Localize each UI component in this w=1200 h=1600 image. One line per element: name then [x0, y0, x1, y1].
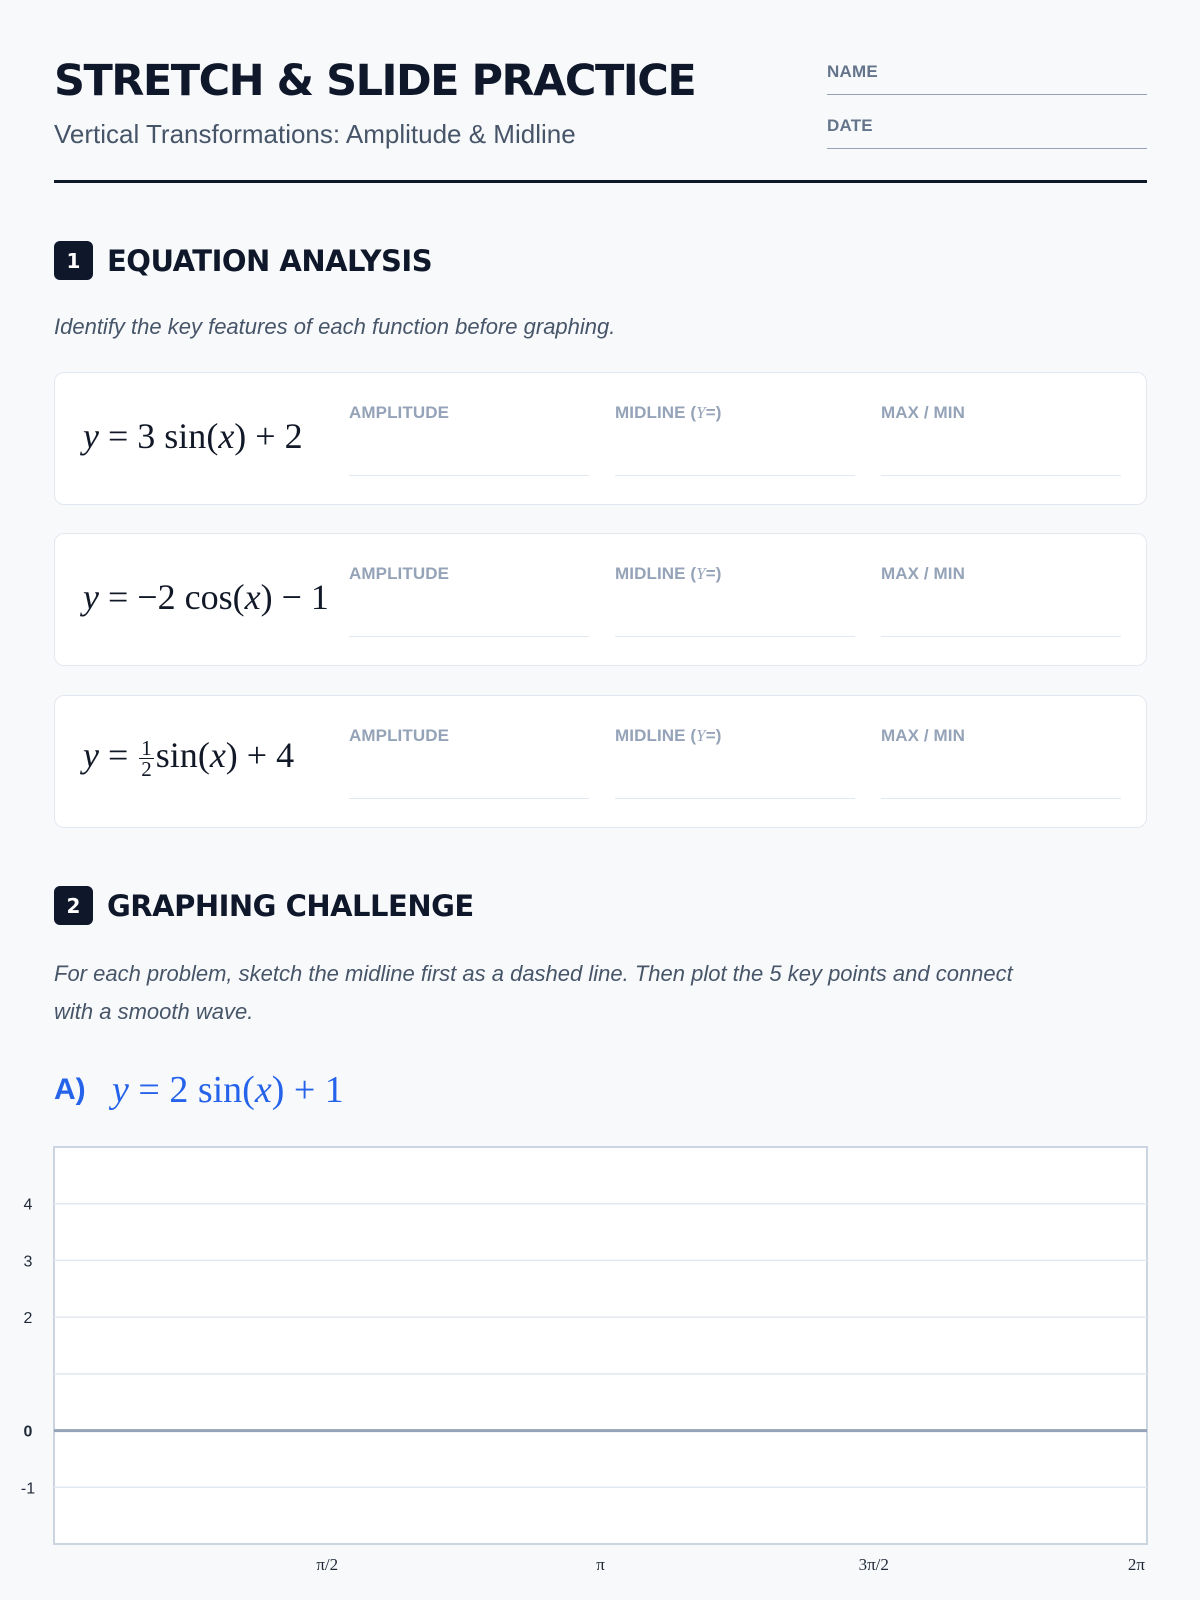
worksheet-title: STRETCH & SLIDE PRACTICE: [54, 56, 696, 106]
equation: y = 3 sin(x) + 2: [83, 416, 303, 456]
section-number-badge: 1: [54, 241, 93, 280]
midline-label: MIDLINE (Y=): [615, 564, 722, 583]
eq-function: sin: [155, 735, 198, 775]
eq-constant: 2: [284, 416, 303, 456]
amplitude-label: AMPLITUDE: [349, 726, 450, 745]
maxmin-label: MAX / MIN: [881, 726, 966, 745]
eq-function: sin: [164, 416, 207, 456]
y-tick-label: 4: [23, 1196, 33, 1214]
date-label: DATE: [827, 116, 873, 135]
x-tick-label: π: [596, 1555, 605, 1574]
eq-equals: =: [98, 735, 138, 775]
eq-function: sin: [197, 1069, 243, 1111]
problem-a-equation: y = 2 sin(x) + 1: [112, 1069, 344, 1111]
eq-argument: x: [218, 416, 235, 456]
eq-equals: =: [98, 416, 138, 456]
eq-constant: 1: [310, 577, 329, 617]
y-tick-label: 0: [23, 1423, 33, 1441]
section1-instructions: Identify the key features of each function before graphing.: [54, 314, 616, 339]
worksheet-subtitle: Vertical Transformations: Amplitude & Midline: [54, 119, 576, 149]
midline-label: MIDLINE (Y=): [615, 403, 722, 422]
eq-coefficient: −2: [137, 577, 176, 617]
x-tick-label: 2π: [1127, 1555, 1145, 1574]
amplitude-label: AMPLITUDE: [349, 403, 450, 422]
eq-lhs: y: [112, 1069, 129, 1111]
graph-area: [54, 1147, 1147, 1544]
name-label: NAME: [827, 62, 878, 81]
eq-equals: =: [98, 577, 138, 617]
eq-constant: 1: [324, 1069, 344, 1111]
eq-sign: +: [237, 735, 277, 775]
midline-label: MIDLINE (Y=): [615, 726, 722, 745]
maxmin-label: MAX / MIN: [881, 564, 966, 583]
problem-a-label: A): [54, 1073, 86, 1106]
eq-constant: 4: [276, 735, 295, 775]
eq-coefficient: 2: [169, 1069, 189, 1111]
frac-numerator: 1: [141, 736, 152, 761]
x-tick-label: 3π/2: [858, 1555, 889, 1574]
y-tick-label: 2: [23, 1310, 33, 1328]
equation: y = −2 cos(x) − 1: [83, 577, 329, 617]
instructions-line: For each problem, sketch the midline first as a dashed line. Then plot the 5 key points and connect: [54, 961, 1013, 986]
eq-function: cos: [184, 577, 233, 617]
amplitude-label: AMPLITUDE: [349, 564, 450, 583]
y-tick-label: 3: [23, 1253, 33, 1271]
section-title: GRAPHING CHALLENGE: [107, 888, 474, 923]
maxmin-label: MAX / MIN: [881, 403, 966, 422]
section-number-badge: 2: [54, 886, 93, 925]
eq-argument: x: [254, 1069, 272, 1111]
eq-lhs: y: [83, 416, 99, 456]
eq-sign: −: [272, 577, 311, 617]
instructions-line: with a smooth wave.: [54, 999, 254, 1024]
y-tick-label: -1: [20, 1480, 36, 1498]
eq-equals: =: [128, 1069, 170, 1111]
frac-denominator: 2: [141, 757, 152, 782]
eq-argument: x: [244, 577, 261, 617]
eq-sign: +: [284, 1069, 325, 1111]
eq-coefficient: 3: [137, 416, 156, 456]
eq-sign: +: [246, 416, 285, 456]
eq-lhs: y: [83, 577, 99, 617]
eq-argument: x: [209, 735, 226, 775]
x-tick-label: π/2: [316, 1555, 339, 1574]
section-title: EQUATION ANALYSIS: [107, 243, 433, 278]
equation: y = $\frac{1}{2}$ sin(x) + 4: [83, 735, 295, 782]
eq-lhs: y: [83, 735, 99, 775]
